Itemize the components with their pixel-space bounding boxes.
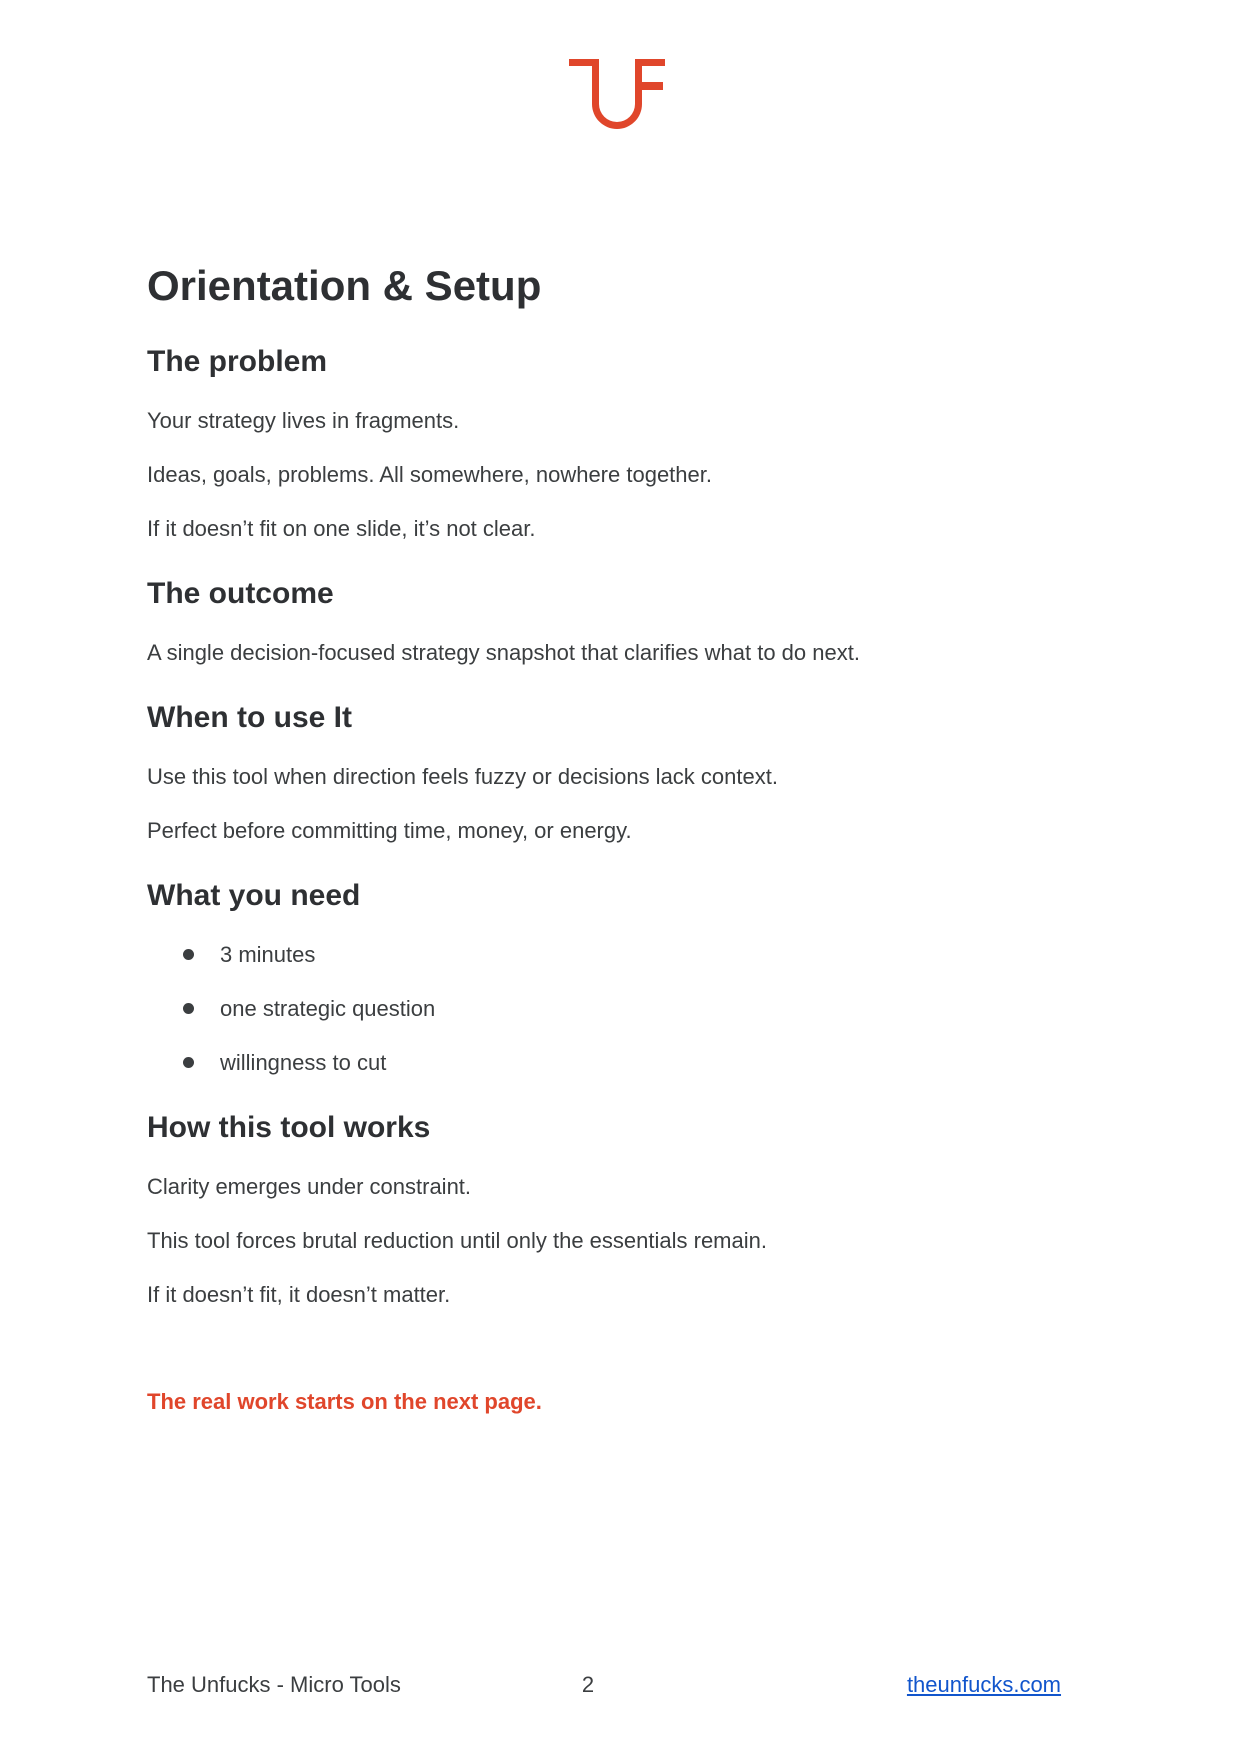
logo: [0, 0, 1242, 131]
section-heading-how-this-tool-works: How this tool works: [147, 1111, 431, 1144]
section-heading-when-to-use-it: When to use It: [147, 701, 352, 734]
paragraph: If it doesn’t fit on one slide, it’s not clear.: [147, 516, 536, 541]
section-heading-the-problem: The problem: [147, 345, 328, 378]
list-item: [147, 994, 1095, 1023]
paragraph: A single decision-focused strategy snapshot that clarifies what to do next.: [147, 640, 860, 665]
bullet-icon: [183, 949, 194, 960]
list-item-label: 3 minutes: [220, 942, 316, 967]
paragraph: Ideas, goals, problems. All somewhere, nowhere together.: [147, 462, 712, 487]
paragraph: Perfect before committing time, money, or energy.: [147, 818, 632, 843]
footer-website-link[interactable]: theunfucks.com: [906, 1672, 1062, 1697]
paragraph: Clarity emerges under constraint.: [147, 1174, 472, 1199]
list-item-label: one strategic question: [220, 996, 436, 1021]
paragraph: Your strategy lives in fragments.: [147, 408, 460, 433]
footer-page-number: 2: [581, 1672, 595, 1697]
footer-link-cell: [756, 1670, 1095, 1699]
section-the-problem: [147, 343, 1095, 543]
page-footer: [147, 1670, 1095, 1699]
bullet-icon: [183, 1003, 194, 1014]
page-title: Orientation & Setup: [147, 262, 542, 309]
paragraph: If it doesn’t fit, it doesn’t matter.: [147, 1282, 451, 1307]
footer-document-title: The Unfucks - Micro Tools: [147, 1672, 401, 1697]
bullet-icon: [183, 1057, 194, 1068]
section-when-to-use-it: [147, 699, 1095, 845]
tuf-monogram-icon: [569, 59, 665, 131]
callout-text: The real work starts on the next page.: [147, 1389, 542, 1414]
list-item-label: willingness to cut: [220, 1050, 387, 1075]
section-how-this-tool-works: [147, 1109, 1095, 1309]
list-item: [147, 1048, 1095, 1077]
section-heading-what-you-need: What you need: [147, 879, 361, 912]
section-heading-the-outcome: The outcome: [147, 577, 334, 610]
section-what-you-need: [147, 877, 1095, 1077]
paragraph: Use this tool when direction feels fuzzy or decisions lack context.: [147, 764, 778, 789]
page-content: [0, 261, 1242, 1416]
needs-list: [147, 940, 1095, 1077]
paragraph: This tool forces brutal reduction until only the essentials remain.: [147, 1228, 767, 1253]
section-the-outcome: [147, 575, 1095, 667]
list-item: [147, 940, 1095, 969]
